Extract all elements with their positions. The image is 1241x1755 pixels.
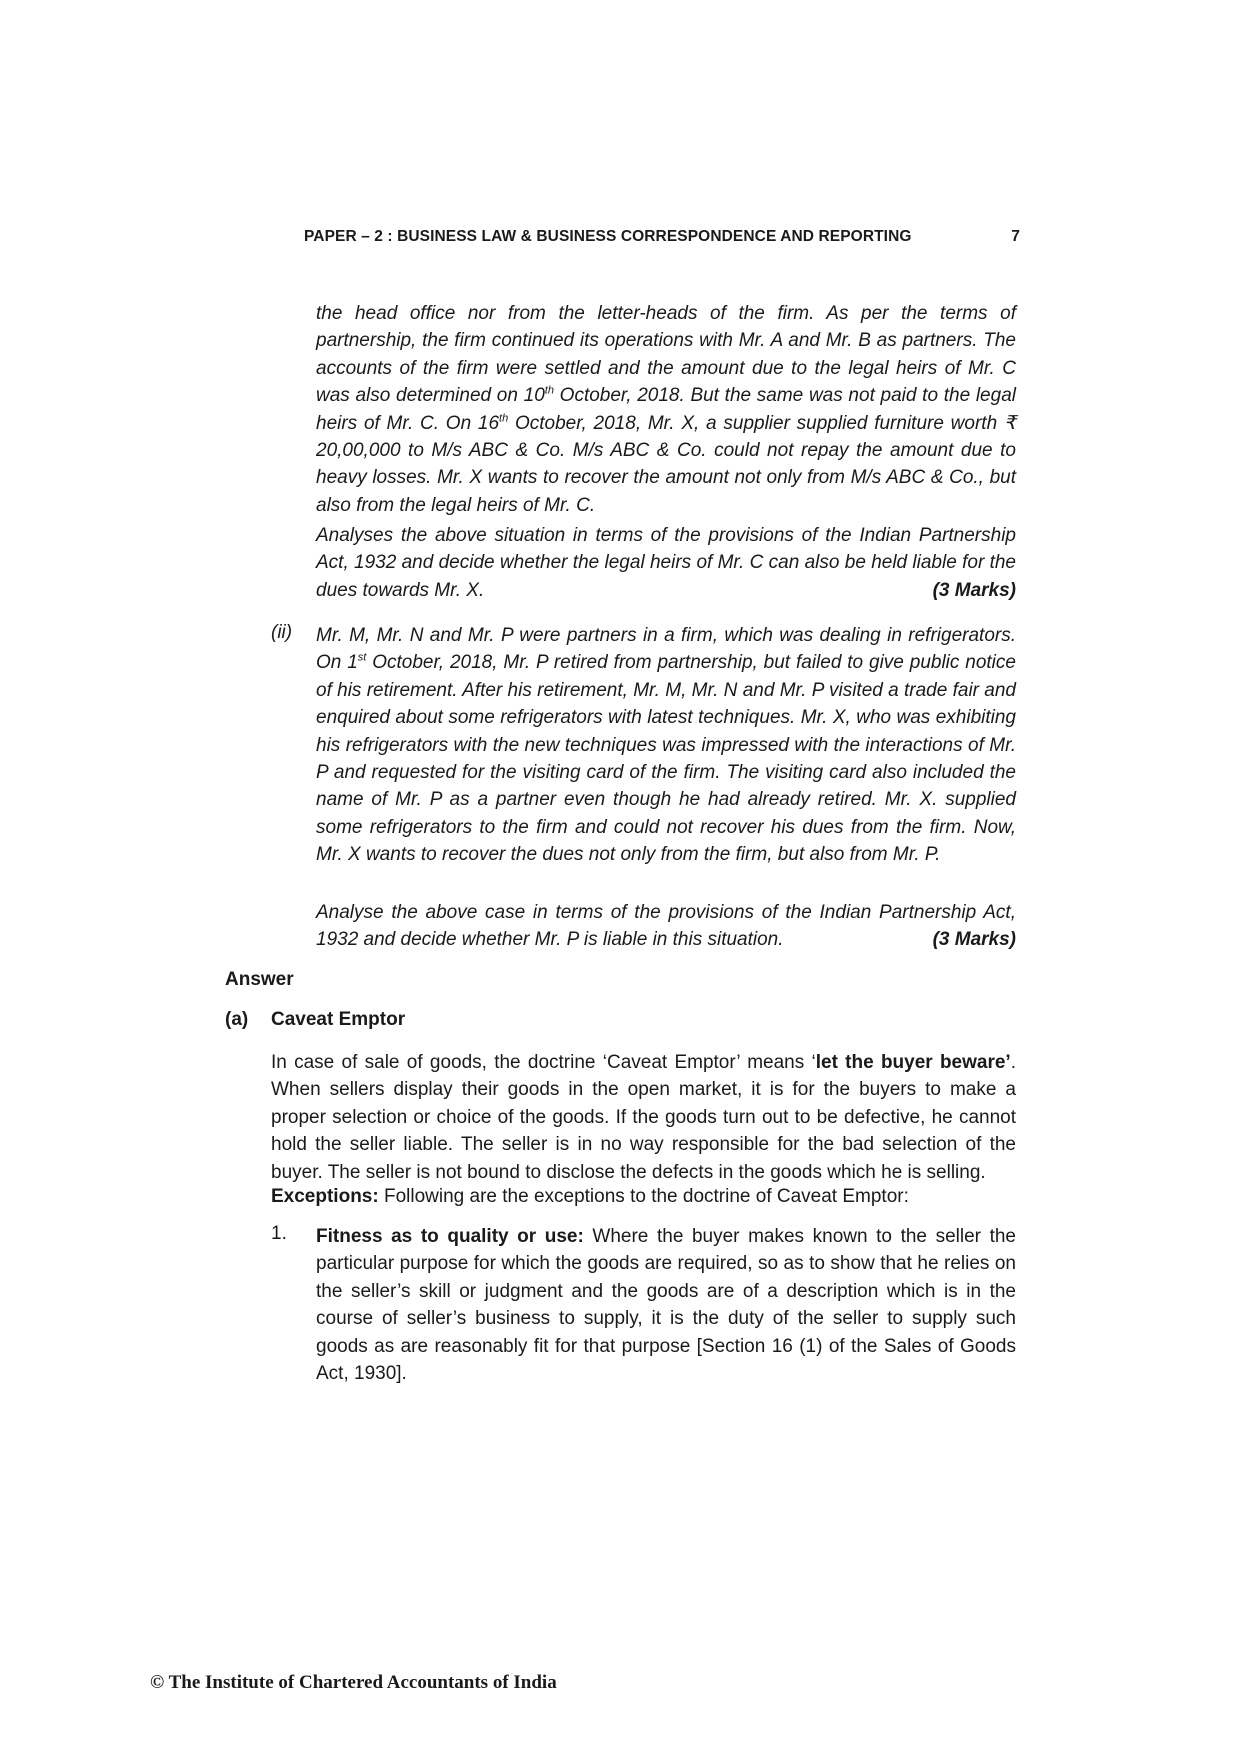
question-2-ask: Analyse the above case in terms of the provisions of the Indian Partnership Act, 1932 and decide whether Mr. P is liable in this situation. (3 Marks)	[316, 899, 1016, 954]
exceptions-paragraph: Exceptions: Following are the exceptions to the doctrine of Caveat Emptor:	[271, 1186, 909, 1207]
page-header	[304, 228, 1020, 246]
question-1-ask: Analyses the above situation in terms of the provisions of the Indian Partnership Act, 1932 and decide whether the legal heirs of Mr. C can also be held liable for the dues towards Mr. X. (3 Marks)	[316, 522, 1016, 604]
question-1-body: the head office nor from the letter-heads of the firm. As per the terms of partnership, the firm continued its operations with Mr. A and Mr. B as partners. The accounts of the firm were settled and the amount due to the legal heirs of Mr. C was also determined on 10th October, 2018. But the same was not paid to the legal heirs of Mr. C. On 16th October, 2018, Mr. X, a supplier supplied furniture worth ₹ 20,00,000 to M/s ABC & Co. M/s ABC & Co. could not repay the amount due to heavy losses. Mr. X wants to recover the amount not only from M/s ABC & Co., but also from the legal heirs of Mr. C.	[316, 303, 1016, 516]
list-item: Fitness as to quality or use: Where the buyer makes known to the seller the particular purpose for which the goods are required, so as to show that he relies on the seller’s skill or judgment and the goods are of a description which is in the course of seller’s business to supply, it is the duty of the seller to supply such goods as are reasonably fit for that purpose [Section 16 (1) of the Sales of Goods Act, 1930].	[316, 1226, 1016, 1385]
answer-part-title: Caveat Emptor	[271, 1009, 406, 1030]
answer-part-label: (a)	[225, 1009, 249, 1030]
page-number: 7	[1011, 228, 1020, 245]
question-2-body: Mr. M, Mr. N and Mr. P were partners in a firm, which was dealing in refrigerators. On 1st October, 2018, Mr. P retired from partnership, but failed to give public notice of his retirement. After his retirement, Mr. M, Mr. N and Mr. P visited a trade fair and enquired about some refrigerators with latest techniques. Mr. X, who was exhibiting his refrigerators with the new techniques was impressed with the interactions of Mr. P and requested for the visiting card of the firm. The visiting card also included the name of Mr. P as a partner even though he had already retired. Mr. X. supplied some refrigerators to the firm and could not recover his dues from the firm. Now, Mr. X wants to recover the dues not only from the firm, but also from Mr. P.	[316, 625, 1016, 866]
marks-label: (3 Marks)	[932, 929, 1016, 951]
paper-title: PAPER – 2 : BUSINESS LAW & BUSINESS CORRESPONDENCE AND REPORTING	[304, 228, 912, 245]
copyright-footer: © The Institute of Chartered Accountants of India	[150, 1672, 557, 1693]
answer-heading: Answer	[225, 969, 294, 990]
list-item-number: 1.	[271, 1223, 287, 1244]
question-2-label: (ii)	[271, 622, 293, 643]
answer-intro: In case of sale of goods, the doctrine ‘Caveat Emptor’ means ‘let the buyer beware’. When sellers display their goods in the open market, it is for the buyers to make a proper selection or choice of the goods. If the goods turn out to be defective, he cannot hold the seller liable. The seller is in no way responsible for the bad selection of the buyer. The seller is not bound to disclose the defects in the goods which he is selling.	[271, 1052, 1016, 1183]
marks-label: (3 Marks)	[932, 579, 1016, 601]
